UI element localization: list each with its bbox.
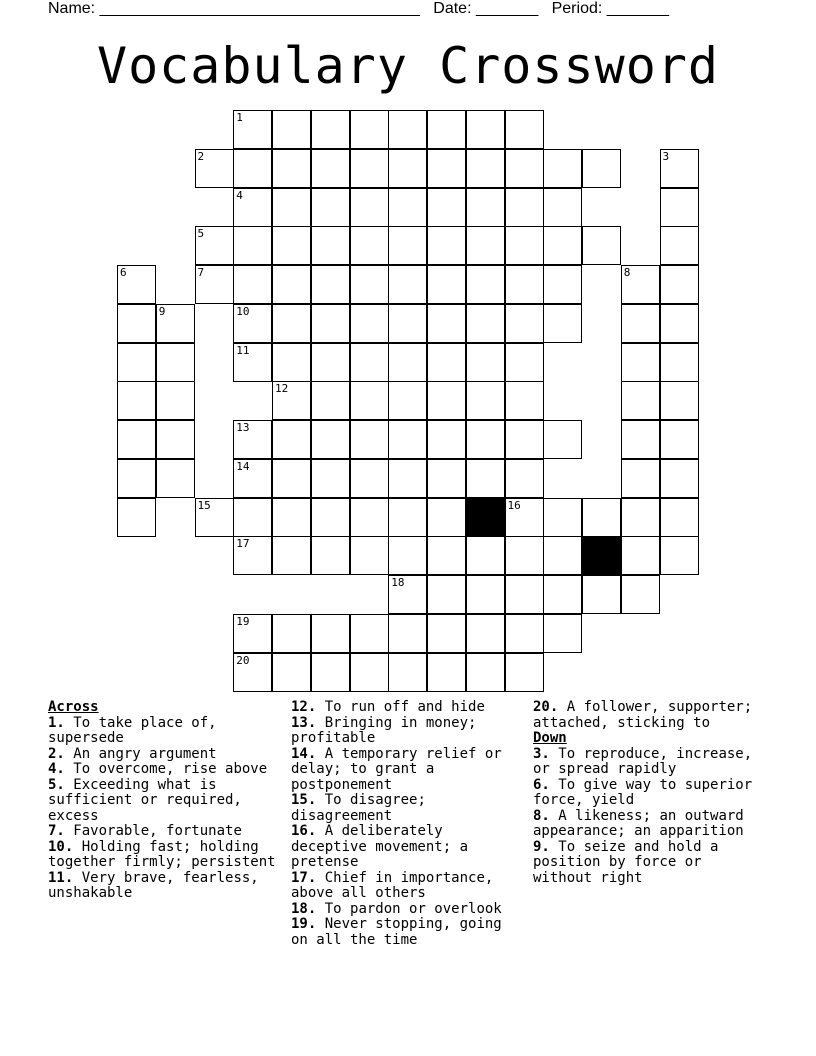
crossword-cell[interactable]	[427, 653, 466, 692]
crossword-cell[interactable]	[660, 226, 699, 265]
crossword-cell[interactable]	[621, 343, 660, 382]
crossword-cell[interactable]	[233, 188, 272, 227]
crossword-cell[interactable]	[272, 420, 311, 459]
clue	[291, 917, 527, 948]
name-label: Name:	[48, 0, 96, 17]
crossword-cell[interactable]	[350, 653, 389, 692]
crossword-cell[interactable]	[233, 226, 272, 265]
crossword-cell[interactable]	[660, 149, 699, 188]
crossword-cell[interactable]	[195, 265, 234, 304]
clue	[291, 902, 527, 918]
crossword-cell[interactable]	[350, 420, 389, 459]
clues-column-2	[291, 700, 527, 948]
clue	[291, 700, 527, 716]
crossword-cell[interactable]	[543, 420, 582, 459]
crossword-cell[interactable]	[543, 614, 582, 653]
crossword-cell[interactable]	[350, 149, 389, 188]
clue-number: 20	[236, 653, 250, 667]
crossword-cell[interactable]	[233, 149, 272, 188]
name-blank[interactable]: ____________________________________	[99, 0, 420, 17]
crossword-cell[interactable]	[233, 498, 272, 537]
clue-number: 2	[197, 149, 205, 163]
crossword-cell[interactable]	[427, 459, 466, 498]
crossword-cell[interactable]	[466, 536, 505, 575]
crossword-cell[interactable]	[505, 188, 544, 227]
crossword-cell[interactable]	[466, 226, 505, 265]
crossword-cell[interactable]	[466, 381, 505, 420]
crossword-cell[interactable]	[466, 188, 505, 227]
clue-number-label: 9.	[533, 838, 550, 855]
crossword-cell[interactable]	[466, 420, 505, 459]
crossword-cell[interactable]	[543, 188, 582, 227]
clue-text: Bringing in money; profitable	[291, 714, 477, 746]
clue-text: To give way to superior force, yield	[533, 776, 753, 808]
crossword-cell[interactable]	[505, 149, 544, 188]
clue-text: Never stopping, going on all the time	[291, 916, 502, 948]
crossword-cell[interactable]	[466, 614, 505, 653]
crossword-cell[interactable]	[388, 343, 427, 382]
clue	[291, 793, 527, 824]
crossword-cell[interactable]	[543, 536, 582, 575]
crossword-cell[interactable]	[660, 343, 699, 382]
clue	[48, 871, 288, 902]
clue-number-label: 10.	[48, 838, 74, 855]
crossword-cell[interactable]	[233, 110, 272, 149]
clue-number-label: 12.	[291, 699, 317, 715]
clue	[533, 840, 763, 887]
crossword-cell[interactable]	[311, 381, 350, 420]
crossword-cell[interactable]	[505, 343, 544, 382]
crossword-cell[interactable]	[621, 498, 660, 537]
clue-number: 12	[275, 382, 289, 396]
down-heading: Down	[533, 730, 567, 746]
crossword-cell[interactable]	[311, 653, 350, 692]
crossword-cell[interactable]	[233, 420, 272, 459]
crossword-cell[interactable]	[466, 110, 505, 149]
crossword-cell[interactable]	[350, 265, 389, 304]
clues-column-1	[48, 700, 288, 902]
clue-number-label: 4.	[48, 761, 65, 777]
crossword-cell[interactable]	[388, 575, 427, 614]
clue-number: 18	[391, 576, 405, 589]
date-blank[interactable]: _______	[475, 0, 539, 17]
clue-number-label: 17.	[291, 869, 317, 886]
crossword-cell[interactable]	[311, 110, 350, 149]
clue-number: 11	[236, 343, 250, 357]
crossword-cell[interactable]	[311, 420, 350, 459]
crossword-cell[interactable]	[117, 381, 156, 420]
crossword-cell[interactable]	[156, 304, 195, 343]
crossword-cell[interactable]	[621, 536, 660, 575]
clue-number: 16	[507, 498, 521, 512]
crossword-cell[interactable]	[272, 265, 311, 304]
crossword-cell[interactable]	[388, 226, 427, 265]
crossword-cell[interactable]	[427, 498, 466, 537]
clue-text: To take place of, supersede	[48, 714, 217, 746]
crossword-cell[interactable]	[350, 304, 389, 343]
clue-number-label: 15.	[291, 792, 317, 808]
crossword-cell[interactable]	[311, 343, 350, 382]
crossword-cell[interactable]	[350, 498, 389, 537]
clues-column-3	[533, 700, 763, 886]
clue-number-label: 16.	[291, 823, 317, 839]
crossword-cell[interactable]	[660, 420, 699, 459]
crossword-cell[interactable]	[311, 498, 350, 537]
clue	[48, 778, 288, 825]
black-square	[466, 498, 505, 537]
crossword-cell[interactable]	[311, 188, 350, 227]
crossword-cell[interactable]	[621, 304, 660, 343]
crossword-cell[interactable]	[388, 110, 427, 149]
clue	[533, 778, 763, 809]
crossword-cell[interactable]	[311, 536, 350, 575]
crossword-cell[interactable]	[543, 304, 582, 343]
clue-text: To run off and hide	[324, 699, 485, 715]
clue-number: 4	[236, 188, 243, 202]
clue	[533, 809, 763, 840]
clue-number: 9	[158, 304, 166, 318]
crossword-cell[interactable]	[388, 614, 427, 653]
crossword-cell[interactable]	[117, 420, 156, 459]
clue-text: A temporary relief or delay; to grant a postponement	[291, 745, 502, 793]
crossword-cell[interactable]	[156, 343, 195, 382]
clue-text: A deliberately deceptive movement; a pretense	[291, 823, 469, 870]
crossword-cell[interactable]	[311, 304, 350, 343]
clue-number-label: 2.	[48, 745, 65, 762]
clue-number: 13	[236, 421, 250, 434]
crossword-cell[interactable]	[582, 226, 621, 265]
crossword-cell[interactable]	[660, 381, 699, 420]
clue-number: 10	[236, 304, 250, 318]
crossword-cell[interactable]	[427, 420, 466, 459]
crossword-cell[interactable]	[117, 265, 156, 304]
clue	[48, 747, 288, 763]
crossword-cell[interactable]	[272, 188, 311, 227]
clue-text: To reproduce, increase, or spread rapidly	[533, 745, 753, 777]
clue-number-label: 8.	[533, 807, 550, 824]
clue-number-label: 7.	[48, 823, 65, 839]
crossword-cell[interactable]	[311, 265, 350, 304]
clue-text: Chief in importance, above all others	[291, 869, 494, 901]
crossword-cell[interactable]	[350, 226, 389, 265]
crossword-cell[interactable]	[272, 459, 311, 498]
crossword-cell[interactable]	[388, 188, 427, 227]
crossword-cell[interactable]	[660, 304, 699, 343]
crossword-cell[interactable]	[543, 498, 582, 537]
clue	[48, 840, 288, 871]
crossword-cell[interactable]	[195, 226, 234, 265]
clue	[291, 871, 527, 902]
crossword-cell[interactable]	[427, 304, 466, 343]
crossword-cell[interactable]	[582, 498, 621, 537]
clue	[48, 824, 288, 840]
crossword-cell[interactable]	[350, 536, 389, 575]
crossword-cell[interactable]	[311, 226, 350, 265]
clue	[48, 716, 288, 747]
clue-number-label: 19.	[291, 916, 317, 932]
crossword-cell[interactable]	[117, 498, 156, 537]
crossword-cell[interactable]	[388, 304, 427, 343]
clue-number: 3	[662, 149, 670, 163]
clue-number: 15	[197, 498, 211, 512]
clue	[533, 747, 763, 778]
crossword-cell[interactable]	[466, 265, 505, 304]
crossword-cell[interactable]	[427, 343, 466, 382]
crossword-cell[interactable]	[505, 381, 544, 420]
crossword-cell[interactable]	[272, 304, 311, 343]
crossword-cell[interactable]	[388, 653, 427, 692]
clue-number: 6	[120, 266, 127, 279]
period-label: Period:	[551, 0, 603, 17]
crossword-cell[interactable]	[543, 226, 582, 265]
crossword-cell[interactable]	[660, 536, 699, 575]
crossword-cell[interactable]	[660, 459, 699, 498]
period-blank[interactable]: _______	[606, 0, 670, 17]
clue	[291, 747, 527, 794]
crossword-cell[interactable]	[505, 110, 544, 149]
clue-number-label: 13.	[291, 714, 317, 731]
crossword-cell[interactable]	[466, 343, 505, 382]
crossword-cell[interactable]	[388, 536, 427, 575]
crossword-cell[interactable]	[388, 420, 427, 459]
crossword-cell[interactable]	[233, 304, 272, 343]
crossword-cell[interactable]	[427, 536, 466, 575]
clue-number: 5	[197, 227, 205, 241]
date-label: Date:	[433, 0, 472, 17]
clue	[533, 700, 763, 731]
crossword-cell[interactable]	[466, 149, 505, 188]
crossword-cell[interactable]	[311, 149, 350, 188]
clue-number-label: 18.	[291, 900, 317, 917]
clue-text: To overcome, rise above	[73, 761, 268, 777]
crossword-cell[interactable]	[427, 575, 466, 614]
crossword-cell[interactable]	[505, 420, 544, 459]
clue-text: Favorable, fortunate	[73, 823, 242, 839]
crossword-cell[interactable]	[233, 459, 272, 498]
clue-number: 17	[236, 537, 250, 551]
crossword-cell[interactable]	[350, 614, 389, 653]
crossword-cell[interactable]	[117, 459, 156, 498]
crossword-cell[interactable]	[272, 653, 311, 692]
clue	[291, 716, 527, 747]
crossword-cell[interactable]	[272, 343, 311, 382]
crossword-cell[interactable]	[350, 381, 389, 420]
crossword-cell[interactable]	[350, 110, 389, 149]
crossword-cell[interactable]	[505, 575, 544, 614]
crossword-cell[interactable]	[388, 265, 427, 304]
clue-number-label: 11.	[48, 869, 74, 886]
crossword-cell[interactable]	[272, 226, 311, 265]
clue-text: An angry argument	[73, 745, 217, 762]
clue-number-label: 5.	[48, 776, 65, 793]
crossword-cell[interactable]	[388, 459, 427, 498]
clue-text: Holding fast; holding together firmly; persistent	[48, 838, 276, 870]
crossword-cell[interactable]	[272, 498, 311, 537]
crossword-cell[interactable]	[350, 343, 389, 382]
crossword-cell[interactable]	[272, 536, 311, 575]
crossword-cell[interactable]	[543, 575, 582, 614]
clue-number: 19	[236, 614, 250, 628]
crossword-cell[interactable]	[466, 575, 505, 614]
clue-number: 14	[236, 459, 250, 473]
crossword-cell[interactable]	[621, 459, 660, 498]
crossword-cell[interactable]	[505, 614, 544, 653]
page-title: Vocabulary Crossword	[96, 37, 720, 95]
crossword-cell[interactable]	[660, 188, 699, 227]
crossword-cell[interactable]	[427, 188, 466, 227]
crossword-cell[interactable]	[388, 498, 427, 537]
crossword-cell[interactable]	[156, 381, 195, 420]
crossword-cell[interactable]	[505, 265, 544, 304]
crossword-cell[interactable]	[272, 381, 311, 420]
across-heading: Across	[48, 699, 99, 715]
crossword-cell[interactable]	[427, 265, 466, 304]
clue-number: 8	[623, 266, 631, 279]
crossword-cell[interactable]	[350, 188, 389, 227]
crossword-cell[interactable]	[388, 381, 427, 420]
crossword-cell[interactable]	[233, 614, 272, 653]
crossword-cell[interactable]	[582, 575, 621, 614]
crossword-cell[interactable]	[621, 575, 660, 614]
crossword-cell[interactable]	[505, 498, 544, 537]
crossword-cell[interactable]	[543, 149, 582, 188]
crossword-cell[interactable]	[466, 653, 505, 692]
crossword-cell[interactable]	[388, 149, 427, 188]
crossword-cell[interactable]	[272, 149, 311, 188]
crossword-cell[interactable]	[427, 381, 466, 420]
clue	[291, 824, 527, 871]
crossword-cell[interactable]	[505, 304, 544, 343]
crossword-cell[interactable]	[350, 459, 389, 498]
clue-text: Exceeding what is sufficient or required, excess	[48, 776, 242, 824]
crossword-cell[interactable]	[582, 149, 621, 188]
clue-number-label: 6.	[533, 776, 550, 793]
black-square	[582, 536, 621, 575]
clue-text: A follower, supporter; attached, sticking to	[533, 699, 753, 731]
crossword-cell[interactable]	[233, 536, 272, 575]
crossword-cell[interactable]	[311, 614, 350, 653]
crossword-cell[interactable]	[466, 304, 505, 343]
clue-number: 1	[236, 111, 243, 124]
clue-number-label: 1.	[48, 714, 65, 731]
crossword-cell[interactable]	[272, 110, 311, 149]
clue-text: Very brave, fearless, unshakable	[48, 869, 259, 901]
crossword-cell[interactable]	[117, 304, 156, 343]
crossword-cell[interactable]	[195, 498, 234, 537]
crossword-cell[interactable]	[272, 614, 311, 653]
crossword-cell[interactable]	[543, 265, 582, 304]
clue-number-label: 14.	[291, 745, 317, 762]
clue-number: 7	[197, 266, 205, 279]
crossword-cell[interactable]	[621, 381, 660, 420]
crossword-cell[interactable]	[156, 459, 195, 498]
crossword-cell[interactable]	[427, 226, 466, 265]
crossword-cell[interactable]	[311, 459, 350, 498]
crossword-cell[interactable]	[505, 536, 544, 575]
crossword-cell[interactable]	[505, 653, 544, 692]
clue-text: A likeness; an outward appearance; an apparition	[533, 807, 744, 839]
crossword-cell[interactable]	[621, 265, 660, 304]
crossword-cell[interactable]	[466, 459, 505, 498]
clue-number-label: 20.	[533, 699, 559, 715]
crossword-cell[interactable]	[195, 149, 234, 188]
clue	[48, 762, 288, 778]
crossword-cell[interactable]	[621, 420, 660, 459]
clue-text: To pardon or overlook	[324, 900, 502, 917]
crossword-cell[interactable]	[427, 614, 466, 653]
clue-text: To seize and hold a position by force or without right	[533, 838, 719, 886]
clue-text: To disagree; disagreement	[291, 792, 426, 824]
crossword-cell[interactable]	[117, 343, 156, 382]
crossword-cell[interactable]	[505, 459, 544, 498]
crossword-cell[interactable]	[156, 420, 195, 459]
crossword-cell[interactable]	[233, 653, 272, 692]
crossword-cell[interactable]	[233, 343, 272, 382]
crossword-cell[interactable]	[505, 226, 544, 265]
crossword-cell[interactable]	[233, 265, 272, 304]
crossword-cell[interactable]	[660, 265, 699, 304]
clue-number-label: 3.	[533, 745, 550, 762]
crossword-cell[interactable]	[427, 110, 466, 149]
crossword-cell[interactable]	[660, 498, 699, 537]
crossword-cell[interactable]	[427, 149, 466, 188]
